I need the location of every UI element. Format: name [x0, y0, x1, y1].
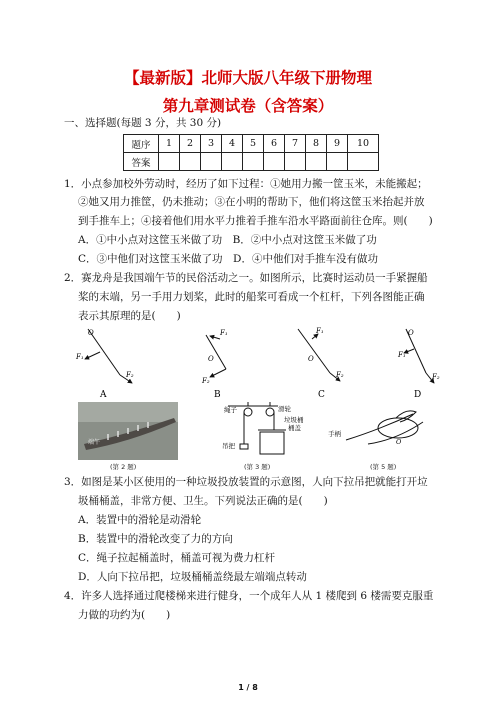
svg-text:F₁: F₁ — [316, 327, 324, 335]
caption-fig-2: (第 2 题) — [110, 463, 137, 470]
lever-diagram-a — [75, 329, 134, 400]
answer-table-answer-row — [124, 153, 379, 171]
table-cell: 2 — [180, 135, 201, 153]
svg-text:F₂: F₂ — [432, 373, 440, 381]
answer-cell[interactable] — [243, 153, 264, 171]
q3-option-a: A．装置中的滑轮是动滑轮 — [78, 514, 202, 526]
q3-option-d: D．人向下拉吊把，垃圾桶桶盖绕最左端端点转动 — [78, 571, 307, 583]
answer-table-header-row — [124, 135, 379, 153]
label-b: B — [214, 390, 221, 400]
svg-text:F₂: F₂ — [126, 371, 134, 379]
label-crank: 手柄 — [328, 430, 341, 438]
answer-cell[interactable] — [285, 153, 306, 171]
svg-text:F₂: F₂ — [202, 377, 210, 385]
lever-diagram-b — [201, 329, 228, 400]
q2-stem-line-1: 2．赛龙舟是我国端午节的民俗活动之一。如图所示，比赛时运动员一手紧握船 — [64, 272, 428, 284]
answer-cell[interactable] — [180, 153, 201, 171]
q1-stem-line-2: ②她又用力推筐，仍未推动；③在小明的帮助下，他们将这筐玉米抬起并放 — [78, 196, 425, 208]
answer-cell[interactable] — [306, 153, 327, 171]
table-cell: 答案 — [124, 153, 159, 171]
q1-stem-line-1: 1．小点参加校外劳动时，经历了如下过程：①她用力搬一筐玉米，未能搬起； — [64, 178, 428, 190]
trash-bin-pulley-diagram — [222, 402, 304, 470]
q1-options-cd: C．③中他们对这筐玉米做了功 D．④中他们对手推车没有做功 — [78, 253, 378, 265]
title-line-2: 第九章测试卷（含答案） — [162, 97, 334, 115]
q1-options-ab: A．①中小点对这筐玉米做了功 B．②中小点对这筐玉米做了功 — [78, 234, 377, 246]
label-pulley: 滑轮 — [278, 405, 291, 413]
answer-cell[interactable] — [222, 153, 243, 171]
answer-cell[interactable] — [159, 153, 180, 171]
label-handle: 吊把 — [222, 442, 235, 450]
table-cell: 6 — [264, 135, 285, 153]
caption-fig-3: (第 3 题) — [244, 463, 271, 470]
label-bin: 垃圾桶 — [284, 416, 304, 424]
svg-text:F₁: F₁ — [220, 329, 228, 337]
dragon-boat-photo — [78, 402, 178, 470]
table-cell: 4 — [222, 135, 243, 153]
q4-stem-line-2: 力做的功约为( ) — [78, 609, 171, 621]
title-line-1: 【最新版】北师大版八年级下册物理 — [123, 69, 372, 87]
label-lid: 桶盖 — [288, 424, 301, 432]
lever-diagram-c — [298, 327, 344, 400]
q1-stem-line-3: 到手推车上；④接着他们用水平力推着手推车沿水平路面前往仓库。则( ) — [78, 215, 433, 227]
label-d: D — [414, 390, 422, 400]
table-cell: 10 — [348, 135, 379, 153]
lever-diagram-d — [397, 329, 440, 400]
table-cell: 1 — [159, 135, 180, 153]
answer-cell[interactable] — [264, 153, 285, 171]
svg-text:O: O — [208, 355, 214, 363]
page-number: 1 / 8 — [238, 683, 258, 692]
table-cell: 7 — [285, 135, 306, 153]
q3-option-c: C．绳子拉起桶盖时，桶盖可视为费力杠杆 — [78, 552, 276, 564]
q3-stem-line-2: 圾桶桶盖，非常方便、卫生。下列说法正确的是( ) — [78, 495, 328, 507]
svg-text:F₁: F₁ — [76, 353, 84, 361]
svg-text:O: O — [88, 329, 94, 337]
svg-text:F₁: F₁ — [398, 351, 406, 359]
section-heading: 一、选择题(每题 3 分，共 30 分) — [64, 117, 222, 129]
q2-stem-line-3: 表示其原理的是( ) — [78, 310, 181, 322]
lever-diagrams — [70, 325, 450, 403]
figures-row — [78, 400, 433, 470]
q4-stem-line-1: 4．许多人选择通过爬楼梯来进行健身，一个成年人从 1 楼爬到 6 楼需要克服重 — [64, 590, 434, 602]
answer-table — [123, 134, 379, 171]
label-c: C — [318, 390, 325, 400]
table-cell: 8 — [306, 135, 327, 153]
label-rope: 绳子 — [224, 406, 237, 414]
table-cell: 题序 — [124, 135, 159, 153]
svg-text:O: O — [408, 329, 414, 337]
q2-stem-line-2: 桨的末端，另一手用力划桨，此时的船桨可看成一个杠杆，下列各图能正确 — [78, 291, 425, 303]
answer-cell[interactable] — [201, 153, 222, 171]
table-cell: 3 — [201, 135, 222, 153]
table-cell: 9 — [327, 135, 348, 153]
q3-option-b: B．装置中的滑轮改变了力的方向 — [78, 533, 233, 545]
svg-text:O: O — [308, 355, 314, 363]
table-cell: 5 — [243, 135, 264, 153]
answer-cell[interactable] — [327, 153, 348, 171]
boat-caption: 端午 — [88, 439, 101, 446]
caption-fig-5: (第 5 题) — [370, 463, 397, 470]
q3-stem-line-1: 3．如图是某小区使用的一种垃圾投放装置的示意图，人向下拉吊把就能打开垃 — [64, 476, 428, 488]
svg-text:F₂: F₂ — [336, 371, 344, 379]
svg-text:O: O — [396, 438, 402, 446]
answer-cell[interactable] — [348, 153, 379, 171]
hand-crank-diagram — [328, 411, 423, 470]
label-a: A — [100, 390, 107, 400]
